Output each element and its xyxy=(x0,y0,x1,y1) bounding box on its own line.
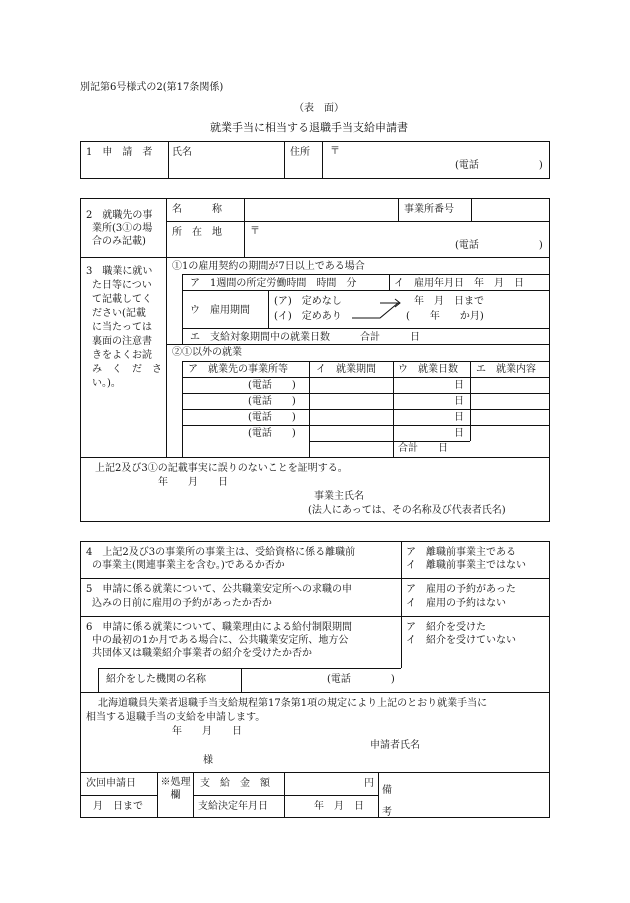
office-number-label: 事業所番号 xyxy=(404,204,454,215)
workplace-postal-mark: 〒 xyxy=(250,226,260,237)
decision-date-label: 支給決定年月日 xyxy=(198,801,268,812)
employer-name-note: (法人にあっては、その名称及び代表者氏名) xyxy=(308,505,506,516)
weekly-hours-field[interactable]: ア 1週間の所定労働時間 時間 分 xyxy=(190,278,357,289)
applicant-name-field[interactable]: 氏名 xyxy=(172,147,192,158)
period-none-option[interactable]: (ア) 定めなし xyxy=(274,296,342,307)
total-days-field[interactable]: 合計 日 xyxy=(398,443,448,454)
referral-agency-label: 紹介をした機関の名称 xyxy=(106,674,206,685)
section-5-option-b[interactable]: イ 雇用の予約はない xyxy=(406,598,506,609)
col-work-period-header: イ 就業期間 xyxy=(316,364,376,375)
row-2-days-unit: 日 xyxy=(454,396,464,407)
addressee-suffix: 様 xyxy=(203,755,213,766)
section-4-question-line-2: の事業主(関連事業主を含む。)であるか否か xyxy=(92,560,285,571)
row-3-phone[interactable]: (電話 ) xyxy=(248,412,296,423)
applicant-phone-field[interactable]: (電話 ) xyxy=(455,160,543,171)
part-2-heading: ②①以外の就業 xyxy=(172,347,242,358)
section-6-option-a[interactable]: ア 紹介を受けた xyxy=(406,622,486,633)
section-4-option-a[interactable]: ア 離職前事業主である xyxy=(406,547,516,558)
row-2-phone[interactable]: (電話 ) xyxy=(248,396,296,407)
period-until-date-field[interactable]: 年 月 日まで xyxy=(414,296,484,307)
section-3-label-line-6: 裏面の注意書 xyxy=(92,336,152,347)
section-3-label-line-9: い。)。 xyxy=(92,378,121,389)
section-3-label-line-8: み く だ さ xyxy=(92,364,162,375)
side-label: （表 面） xyxy=(294,103,344,114)
remarks-label: 備考 xyxy=(382,785,392,818)
work-days-total-field[interactable]: エ 支給対象期間中の就業日数 合計 日 xyxy=(190,332,420,343)
section-6-question-line-1: 6 申請に係る就業について、職業理由による給付制限期間 xyxy=(86,622,352,633)
period-months-field[interactable]: ( 年 か月) xyxy=(406,311,484,322)
applicant-postal-mark: 〒 xyxy=(330,146,340,157)
col-workplace-header: ア 就業先の事業所等 xyxy=(188,364,288,375)
declaration-date-field[interactable]: 年 月 日 xyxy=(172,726,242,737)
certification-date-field[interactable]: 年 月 日 xyxy=(158,477,228,488)
section-3-label-line-5: に当たっては xyxy=(92,322,152,333)
col-work-content-header: エ 就業内容 xyxy=(476,364,536,375)
employment-period-label: ウ 雇用期間 xyxy=(190,305,250,316)
section-6-question-line-2: 中の最初の1か月である場合に、公共職業安定所、地方公 xyxy=(92,635,349,646)
workplace-phone-field[interactable]: (電話 ) xyxy=(455,240,543,251)
section-3-label-line-7: きをよくお読 xyxy=(92,350,152,361)
row-4-phone[interactable]: (電話 ) xyxy=(248,428,296,439)
section-5-question-line-1: 5 申請に係る就業について、公共職業安定所への求職の申 xyxy=(86,584,352,595)
section-6-option-b[interactable]: イ 紹介を受けていない xyxy=(406,635,516,646)
section-3-label-line-2: た日等につい xyxy=(92,280,152,291)
section-1-label: 1 申 請 者 xyxy=(86,147,153,158)
payment-amount-unit: 円 xyxy=(364,778,374,789)
row-3-days-unit: 日 xyxy=(454,412,464,423)
employer-name-field[interactable]: 事業主氏名 xyxy=(314,491,364,502)
row-4-days-unit: 日 xyxy=(454,428,464,439)
workplace-name-label: 名 称 xyxy=(172,204,222,215)
section-2-label-line-3: 合のみ記載) xyxy=(92,236,146,247)
part-1-heading: ①1の雇用契約の期間が7日以上である場合 xyxy=(172,261,365,272)
next-application-date-label: 次回申請日 xyxy=(86,778,136,789)
certification-statement: 上記2及び3①の記載事実に誤りのないことを証明する。 xyxy=(95,463,348,474)
decision-date-field[interactable]: 年 月 日 xyxy=(314,801,364,812)
section-2-label-line-1: 2 就職先の事 xyxy=(86,210,153,221)
section-2-label-line-2: 業所(3①の場 xyxy=(92,223,153,234)
period-arrow-icon xyxy=(352,297,404,321)
section-4-option-b[interactable]: イ 離職前事業主ではない xyxy=(406,560,526,571)
payment-amount-label: 支 給 金 額 xyxy=(200,778,270,789)
referral-agency-phone-field[interactable]: (電話 ) xyxy=(327,674,395,685)
col-work-days-header: ウ 就業日数 xyxy=(398,364,458,375)
applicant-address-label: 住所 xyxy=(290,147,310,158)
workplace-address-label: 所 在 地 xyxy=(172,227,222,238)
section-5-option-a[interactable]: ア 雇用の予約があった xyxy=(406,584,516,595)
declaration-line-2: 相当する退職手当の支給を申請します。 xyxy=(86,712,266,723)
row-1-days-unit: 日 xyxy=(454,380,464,391)
period-fixed-option[interactable]: (イ) 定めあり xyxy=(274,311,342,322)
applicant-signature-field[interactable]: 申請者氏名 xyxy=(370,740,420,751)
section-3-label-line-3: て記載してく xyxy=(92,294,152,305)
hire-date-field[interactable]: イ 雇用年月日 年 月 日 xyxy=(394,278,524,289)
section-3-label-line-4: ださい(記載 xyxy=(92,308,146,319)
next-application-date-field[interactable]: 月 日まで xyxy=(93,801,143,812)
section-5-question-line-2: 込みの日前に雇用の予約があったか否か xyxy=(92,598,272,609)
section-3-label-line-1: 3 職業に就い xyxy=(86,266,153,277)
row-1-phone[interactable]: (電話 ) xyxy=(248,380,296,391)
form-reference: 別記第6号様式の2(第17条関係) xyxy=(80,82,224,93)
section-4-question-line-1: 4 上記2及び3の事業所の事業主は、受給資格に係る離職前 xyxy=(86,547,356,558)
section-6-question-line-3: 共団体又は職業紹介事業者の紹介を受けたか否か xyxy=(92,648,312,659)
declaration-line-1: 北海道職員失業者退職手当支給規程第17条第1項の規定により上記のとおり就業手当に xyxy=(98,698,488,709)
form-title: 就業手当に相当する退職手当支給申請書 xyxy=(210,121,408,134)
office-use-marker: ※処理欄 xyxy=(160,777,191,801)
